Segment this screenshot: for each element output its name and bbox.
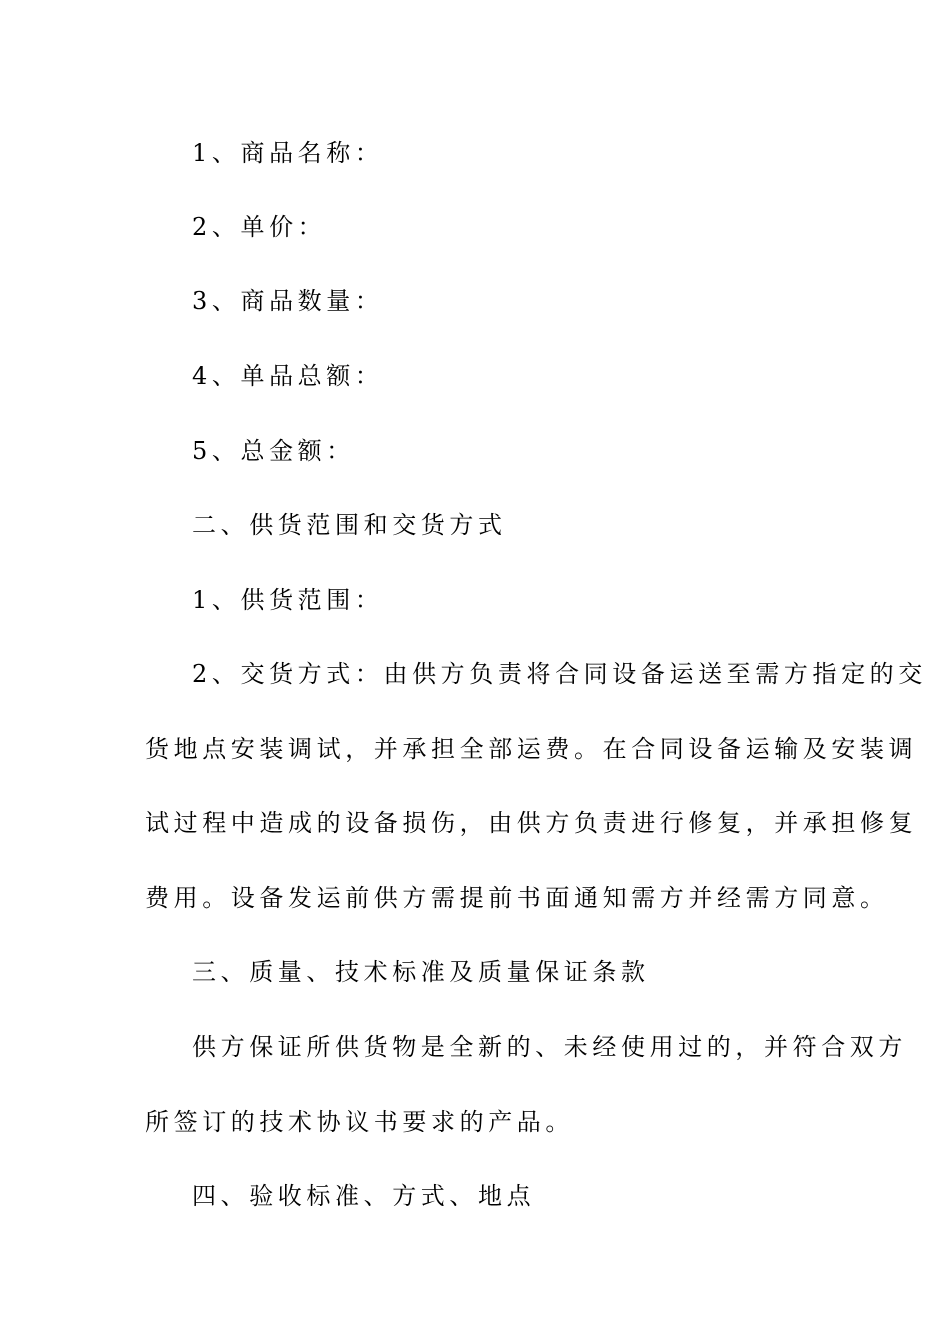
item-item-total: 4、单品总额： (192, 362, 384, 390)
paragraph-quality-line: 所签订的技术协议书要求的产品。 (145, 1108, 574, 1136)
item-grand-total: 5、总金额： (192, 437, 355, 465)
paragraph-delivery-line: 2、交货方式：由供方负责将合同设备运送至需方指定的交 (192, 660, 927, 688)
item-supply-scope: 1、供货范围： (192, 586, 384, 614)
section-heading-acceptance: 四、验收标准、方式、地点 (192, 1182, 536, 1210)
section-heading-quality: 三、质量、技术标准及质量保证条款 (192, 958, 650, 986)
paragraph-delivery-line: 费用。设备发运前供方需提前书面通知需方并经需方同意。 (145, 884, 889, 912)
item-unit-price: 2、单价： (192, 213, 327, 241)
paragraph-delivery-line: 货地点安装调试，并承担全部运费。在合同设备运输及安装调 (145, 735, 918, 763)
paragraph-quality-line: 供方保证所供货物是全新的、未经使用过的，并符合双方 (192, 1033, 907, 1061)
section-heading-supply-scope: 二、供货范围和交货方式 (192, 511, 507, 539)
paragraph-delivery-line: 试过程中造成的设备损伤，由供方负责进行修复，并承担修复 (145, 809, 918, 837)
item-quantity: 3、商品数量： (192, 287, 384, 315)
item-product-name: 1、商品名称： (192, 139, 384, 167)
